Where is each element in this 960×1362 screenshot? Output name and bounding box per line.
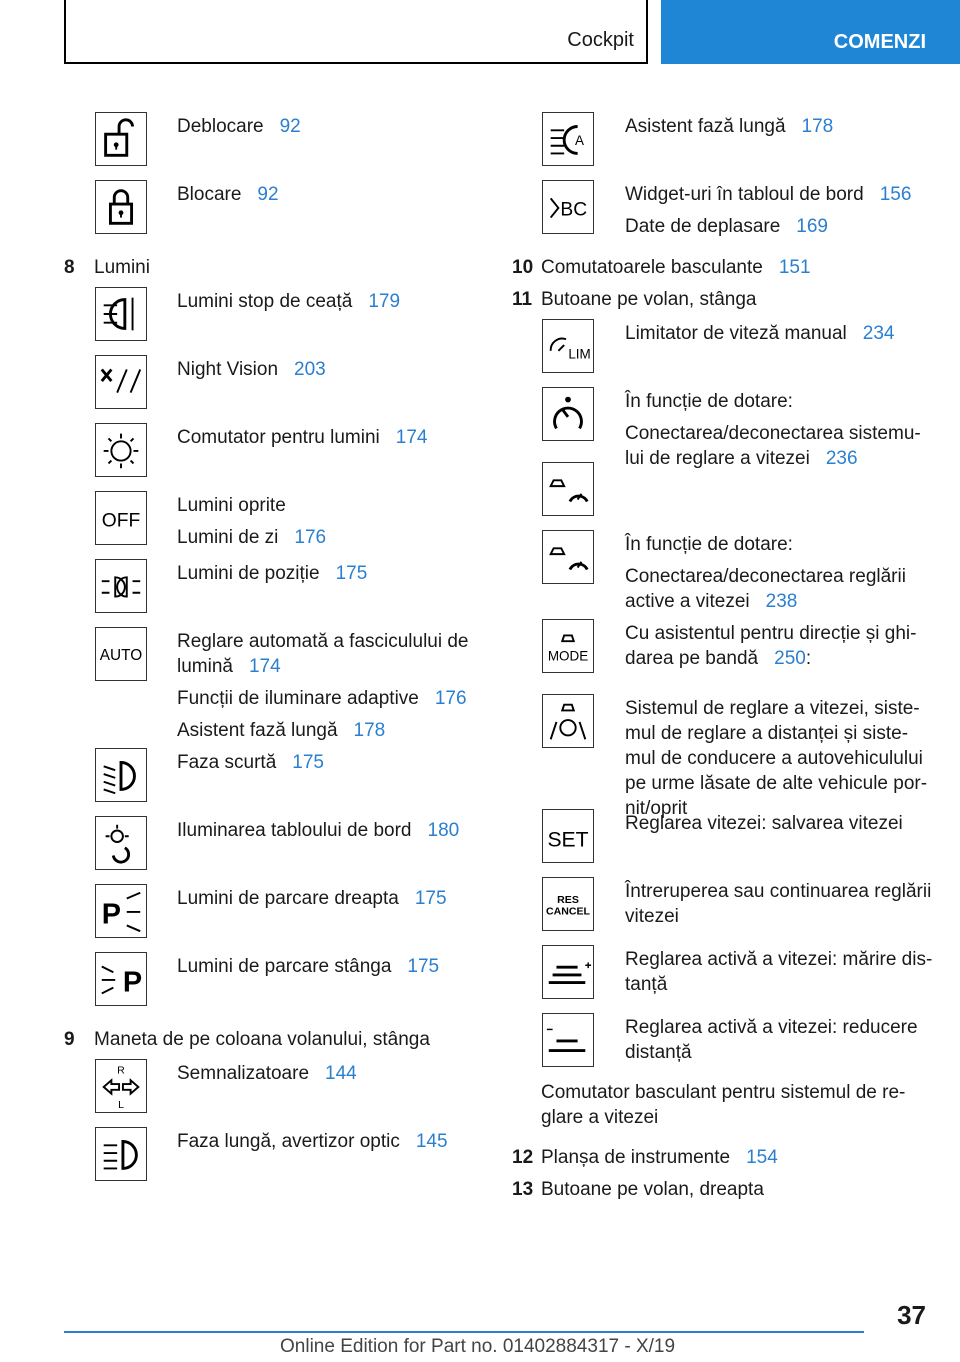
- parking-light-right-icon: [95, 884, 147, 938]
- entry-line: [177, 425, 427, 450]
- entry-text: lui de reglare a vitezei: [625, 448, 810, 469]
- footer-rule: [64, 1331, 864, 1333]
- entry-text: Blocare: [177, 184, 242, 205]
- entry-text: darea pe bandă: [625, 648, 759, 669]
- rear-fog-light-icon: [95, 287, 147, 341]
- header-chapter-tab[interactable]: [661, 0, 960, 64]
- page-ref-link[interactable]: 151: [778, 257, 811, 278]
- active-cruise-icon-2: [542, 530, 594, 584]
- entry-line: [625, 771, 927, 796]
- entry-text: Lumini de parcare dreapta: [177, 888, 399, 909]
- lock-icon: [95, 180, 147, 234]
- section-title-text: Butoane pe volan, dreapta: [541, 1179, 764, 1200]
- svg-text:R: R: [117, 1064, 125, 1077]
- page-ref-link[interactable]: 174: [248, 656, 281, 677]
- entry-suffix: :: [805, 648, 812, 669]
- page-ref-link[interactable]: 154: [746, 1147, 778, 1168]
- section-title: [541, 255, 811, 280]
- mode-icon: [542, 619, 594, 673]
- section-number: 12: [512, 1147, 534, 1168]
- svg-text:L: L: [118, 1099, 124, 1112]
- entry-line: [177, 1061, 357, 1086]
- entry-line: [177, 718, 385, 743]
- section-number: 11: [512, 289, 533, 310]
- entry-line: [625, 621, 916, 646]
- entry-text: Faza lungă, avertizor optic: [177, 1131, 400, 1152]
- entry-line: [625, 389, 793, 414]
- light-switch-icon: [95, 423, 147, 477]
- rocker-note-line: Comutator basculant pentru sistemul de re-: [541, 1082, 906, 1103]
- page-ref-link[interactable]: 175: [407, 956, 440, 977]
- svg-text:P: P: [101, 898, 122, 931]
- section-number: 8: [64, 257, 75, 278]
- section-title-text: Planșa de instrumente: [541, 1147, 731, 1168]
- svg-text:AUTO: AUTO: [99, 646, 143, 664]
- active-cruise-icon: [542, 462, 594, 516]
- entry-line: [625, 811, 903, 836]
- section-title-text: Maneta de pe coloana volanului, stânga: [94, 1029, 430, 1050]
- entry-text: În funcție de dotare:: [625, 534, 793, 555]
- entry-line: [177, 954, 439, 979]
- unlock-icon: [95, 112, 147, 166]
- entry-text: Reglarea activă a vitezei: reducere: [625, 1017, 918, 1038]
- entry-line: [625, 646, 811, 671]
- page-ref-link[interactable]: 175: [414, 888, 447, 909]
- rocker-note-line: glare a vitezei: [541, 1107, 659, 1128]
- entry-line: [625, 746, 923, 771]
- high-beam-icon: [95, 1127, 147, 1181]
- entry-text: Lumini stop de ceață: [177, 291, 353, 312]
- entry-text: Limitator de viteză manual: [625, 323, 847, 344]
- section-title-text: Butoane pe volan, stânga: [541, 289, 757, 310]
- page-ref-link[interactable]: 92: [279, 116, 301, 137]
- section-title: [94, 255, 150, 280]
- entry-text: Lumini oprite: [177, 495, 286, 516]
- entry-text: Cu asistentul pentru direcție și ghi-: [625, 623, 917, 644]
- entry-text: pe urme lăsate de alte vehicule por-: [625, 773, 928, 794]
- entry-line: [177, 629, 469, 654]
- auto-icon: [95, 627, 147, 681]
- svg-text:P: P: [122, 966, 143, 999]
- res-cancel-icon: [542, 877, 594, 931]
- entry-line: [625, 532, 793, 557]
- entry-text: Widget-uri în tabloul de bord: [625, 184, 864, 205]
- entry-text: Comutator pentru lumini: [177, 427, 380, 448]
- high-beam-assist-icon: [542, 112, 594, 166]
- page-ref-link[interactable]: 174: [395, 427, 428, 448]
- entry-text: mul de reglare a distanței și siste-: [625, 723, 909, 744]
- section-number: 13: [512, 1179, 534, 1200]
- entry-line: [625, 182, 911, 207]
- page-ref-link[interactable]: 92: [257, 184, 279, 205]
- page-ref-link[interactable]: 176: [294, 527, 327, 548]
- svg-text:LIM: LIM: [568, 346, 591, 362]
- entry-text: Lumini de poziție: [177, 563, 320, 584]
- page-ref-link[interactable]: 156: [879, 184, 912, 205]
- entry-line: [625, 214, 828, 239]
- entry-line: [177, 654, 281, 679]
- page-ref-link[interactable]: 234: [862, 323, 895, 344]
- entry-line: [625, 421, 921, 446]
- entry-text: Întreruperea sau continuarea reglării: [625, 881, 932, 902]
- entry-line: [177, 493, 286, 518]
- entry-text: active a vitezei: [625, 591, 750, 612]
- entry-line: [177, 750, 324, 775]
- svg-text:SET: SET: [547, 828, 589, 852]
- page-ref-link[interactable]: 236: [825, 448, 858, 469]
- entry-line: [625, 972, 667, 997]
- entry-line: [625, 321, 894, 346]
- entry-text: Lumini de parcare stânga: [177, 956, 392, 977]
- entry-line: [177, 561, 367, 586]
- entry-line: [177, 525, 326, 550]
- page-ref-link[interactable]: 179: [368, 291, 401, 312]
- entry-text: Sistemul de reglare a vitezei, siste-: [625, 698, 920, 719]
- section-title-text: Lumini: [94, 257, 150, 278]
- entry-line: [625, 1040, 692, 1065]
- entry-text: Conectarea/deconectarea reglării: [625, 566, 906, 587]
- steering-assist-icon: [542, 694, 594, 748]
- svg-text:BC: BC: [560, 199, 588, 221]
- bc-icon: [542, 180, 594, 234]
- section-title: [94, 1027, 430, 1052]
- turn-signal-icon: [95, 1059, 147, 1113]
- entry-line: [625, 696, 920, 721]
- entry-line: [625, 721, 908, 746]
- section-title: [541, 1145, 778, 1170]
- header-section-label: Cockpit: [567, 29, 634, 51]
- header-section-box: [64, 0, 648, 64]
- svg-text:A: A: [575, 132, 585, 148]
- page-ref-link[interactable]: 175: [335, 563, 368, 584]
- page-ref-link[interactable]: 178: [353, 720, 386, 741]
- footer-text: Online Edition for Part no. 01402884317 - X/19: [280, 1336, 676, 1357]
- entry-text: Asistent fază lungă: [177, 720, 338, 741]
- entry-line: [177, 686, 467, 711]
- section-number: 10: [512, 257, 534, 278]
- entry-text: vitezei: [625, 906, 679, 927]
- page-ref-link[interactable]: 145: [415, 1131, 448, 1152]
- distance-plus-icon: [542, 945, 594, 999]
- entry-text: mul de conducere a autovehiculului: [625, 748, 923, 769]
- entry-text: Funcții de iluminare adaptive: [177, 688, 419, 709]
- low-beam-icon: [95, 748, 147, 802]
- entry-text: Date de deplasare: [625, 216, 781, 237]
- position-lights-icon: [95, 559, 147, 613]
- entry-text: lumină: [177, 656, 233, 677]
- svg-text:MODE: MODE: [547, 648, 589, 664]
- entry-line: [625, 879, 931, 904]
- section-number: 9: [64, 1029, 75, 1050]
- set-icon: [542, 809, 594, 863]
- entry-line: [625, 446, 858, 471]
- page-ref-link[interactable]: 238: [765, 591, 798, 612]
- entry-text: Iluminarea tabloului de bord: [177, 820, 412, 841]
- page-ref-link[interactable]: 144: [325, 1063, 357, 1084]
- section-title: [541, 287, 757, 312]
- entry-line: [177, 114, 301, 139]
- svg-text:CANCEL: CANCEL: [545, 905, 591, 918]
- entry-text: Deblocare: [177, 116, 264, 137]
- night-vision-icon: [95, 355, 147, 409]
- entry-text: Semnalizatoare: [177, 1063, 310, 1084]
- entry-line: [177, 1129, 448, 1154]
- entry-line: [625, 564, 906, 589]
- entry-line: [625, 114, 833, 139]
- entry-text: Night Vision: [177, 359, 279, 380]
- entry-text: Lumini de zi: [177, 527, 279, 548]
- svg-text:RES: RES: [557, 894, 579, 907]
- entry-line: [625, 947, 932, 972]
- page-ref-link[interactable]: 250: [774, 648, 806, 669]
- page-ref-link[interactable]: 203: [294, 359, 326, 380]
- entry-text: Asistent fază lungă: [625, 116, 786, 137]
- off-icon: [95, 491, 147, 545]
- entry-line: [177, 886, 447, 911]
- entry-text: Reglarea vitezei: salvarea vitezei: [625, 813, 903, 834]
- instrument-lighting-icon: [95, 816, 147, 870]
- entry-line: [625, 904, 679, 929]
- entry-line: [177, 357, 326, 382]
- page-ref-link[interactable]: 169: [796, 216, 828, 237]
- entry-text: În funcție de dotare:: [625, 391, 793, 412]
- cruise-control-icon: [542, 387, 594, 441]
- header-chapter-label: COMENZI: [833, 31, 926, 53]
- entry-line: [625, 589, 797, 614]
- entry-line: [177, 182, 279, 207]
- entry-text: Reglare automată a fasciculului de: [177, 631, 469, 652]
- entry-text: Conectarea/deconectarea sistemu-: [625, 423, 921, 444]
- page-ref-link[interactable]: 178: [801, 116, 834, 137]
- distance-minus-icon: [542, 1013, 594, 1067]
- page-ref-link[interactable]: 180: [427, 820, 460, 841]
- entry-text: Reglarea activă a vitezei: mărire dis-: [625, 949, 933, 970]
- section-title: [541, 1177, 764, 1202]
- page-ref-link[interactable]: 175: [292, 752, 324, 773]
- entry-text: tanță: [625, 974, 668, 995]
- svg-text:OFF: OFF: [101, 510, 141, 532]
- page-ref-link[interactable]: 176: [434, 688, 467, 709]
- entry-line: [177, 289, 400, 314]
- entry-line: [625, 1015, 918, 1040]
- parking-light-left-icon: [95, 952, 147, 1006]
- entry-text: nit/oprit: [625, 798, 688, 819]
- entry-text: distanță: [625, 1042, 692, 1063]
- section-title-text: Comutatoarele basculante: [541, 257, 763, 278]
- speed-limiter-icon: [542, 319, 594, 373]
- entry-line: [177, 818, 459, 843]
- page-number: 37: [897, 1300, 926, 1330]
- entry-text: Faza scurtă: [177, 752, 277, 773]
